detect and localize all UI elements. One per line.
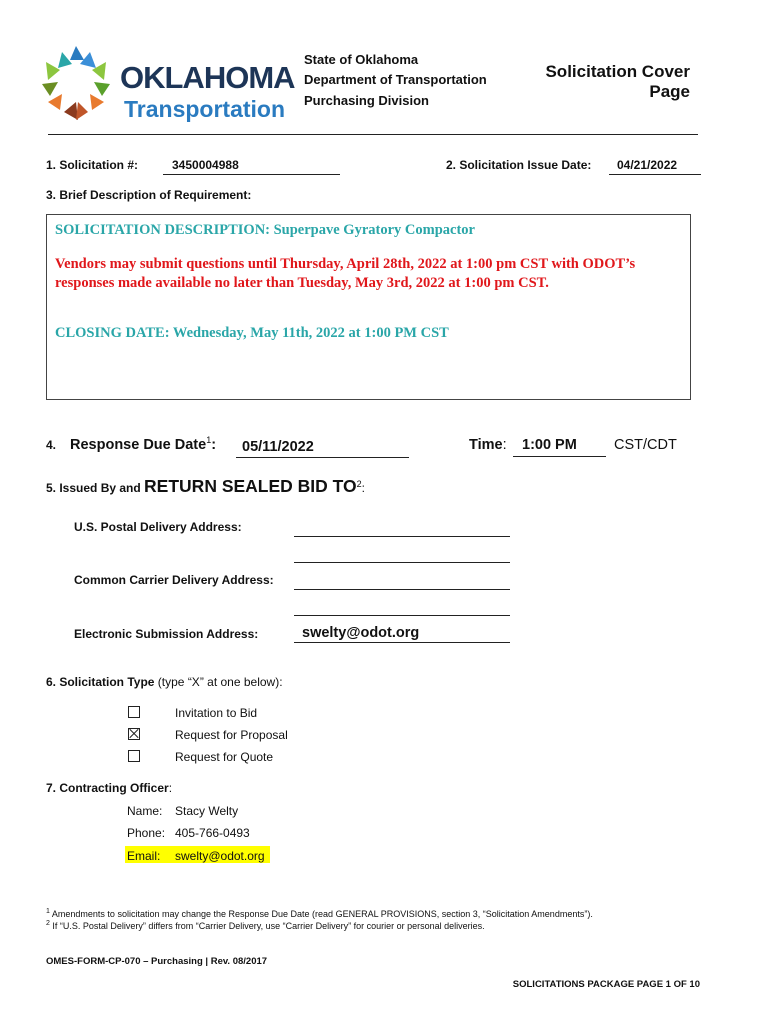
page-title-line-1: Solicitation Cover: [545, 62, 690, 81]
response-due-label: [70, 435, 216, 453]
solicitation-type-label: [46, 675, 283, 689]
postal-address-line-2[interactable]: [294, 562, 510, 563]
officer-email[interactable]: swelty@odot.org: [175, 849, 265, 863]
time-colon: :: [502, 437, 507, 453]
response-num: 4.: [46, 438, 57, 452]
officer-phone-label: Phone:: [127, 826, 166, 840]
issued-by-label: [46, 476, 365, 497]
invitation-to-bid-checkbox[interactable]: [128, 706, 140, 718]
questions-line-2: responses made available no later than Tuesday, May 3rd, 2022 at 1:00 pm CST.: [55, 275, 549, 291]
footnote-1-text: Amendments to solicitation may change the Response Due Date (read GENERAL PROVISIONS, section 3, “Solicitation Amendments”).: [49, 909, 593, 919]
invitation-to-bid-label: Invitation to Bid: [175, 706, 258, 720]
description-title: SOLICITATION DESCRIPTION: Superpave Gyratory Compactor: [55, 222, 475, 238]
time-label-text: Time: [469, 437, 503, 453]
logo-word-oklahoma: OKLAHOMA: [120, 60, 295, 95]
solicitation-number-underline: [163, 174, 340, 175]
star-mark-icon: [40, 44, 112, 122]
footnote-1: [46, 908, 593, 919]
issue-date: 04/21/2022: [617, 158, 678, 172]
issue-date-label: 2. Solicitation Issue Date:: [446, 158, 592, 172]
time-label: [469, 437, 507, 453]
contracting-officer-text: 7. Contracting Officer: [46, 781, 169, 795]
agency-line-2: Department of Transportation: [304, 72, 487, 87]
time-value: 1:00 PM: [522, 437, 577, 453]
request-for-proposal-checkbox[interactable]: [128, 728, 140, 740]
response-due-date: 05/11/2022: [242, 439, 314, 455]
contracting-officer-label: [46, 781, 172, 795]
electronic-address-label: Electronic Submission Address:: [74, 627, 259, 641]
footnote-2-text: If “U.S. Postal Delivery” differs from “Carrier Delivery, use “Carrier Delivery” for courier or personal deliveries.: [49, 921, 485, 931]
timezone: CST/CDT: [614, 437, 677, 453]
brief-description-label: 3. Brief Description of Requirement:: [46, 188, 252, 202]
closing-date: CLOSING DATE: Wednesday, May 11th, 2022 at 1:00 PM CST: [55, 325, 449, 341]
agency-line-1: State of Oklahoma: [304, 52, 419, 67]
issued-by-colon: :: [361, 481, 366, 495]
request-for-quote-checkbox[interactable]: [128, 750, 140, 762]
electronic-address-underline: [294, 642, 510, 643]
issued-by-large: RETURN SEALED BID TO: [144, 476, 357, 496]
questions-line-1: Vendors may submit questions until Thursday, April 28th, 2022 at 1:00 pm CST with ODOT’s: [55, 256, 636, 272]
footnote-2-marker: 2: [46, 920, 50, 927]
footnote-1-marker: 1: [46, 908, 50, 915]
solicitation-type-label-rest: (type “X” at one below):: [154, 675, 283, 689]
logo-word-transportation: Transportation: [124, 96, 286, 122]
response-due-colon: :: [211, 436, 217, 453]
contracting-officer-colon: :: [168, 781, 173, 795]
request-for-proposal-label: Request for Proposal: [175, 728, 288, 742]
agency-line-3: Purchasing Division: [304, 93, 429, 108]
form-id: OMES-FORM-CP-070 – Purchasing | Rev. 08/2017: [46, 956, 268, 967]
electronic-address-value: swelty@odot.org: [302, 625, 420, 641]
request-for-quote-label: Request for Quote: [175, 750, 274, 764]
postal-address-label: U.S. Postal Delivery Address:: [74, 520, 242, 534]
footnote-ref-1: 1: [206, 435, 212, 445]
solicitation-number-label: 1. Solicitation #:: [46, 158, 139, 172]
page-number: SOLICITATIONS PACKAGE PAGE 1 OF 10: [512, 979, 700, 990]
footnote-ref-2: 2: [356, 479, 362, 489]
header-divider: [48, 134, 698, 135]
carrier-address-label: Common Carrier Delivery Address:: [74, 573, 274, 587]
page-title-line-2: Page: [649, 82, 690, 101]
issue-date-underline: [609, 174, 701, 175]
officer-email-label: Email:: [127, 849, 161, 863]
officer-phone: 405-766-0493: [175, 826, 250, 840]
time-underline: [513, 456, 606, 457]
response-due-text: Response Due Date: [70, 436, 207, 453]
carrier-address-line-2[interactable]: [294, 615, 510, 616]
odot-logo: [40, 44, 295, 126]
carrier-address-line-1[interactable]: [294, 589, 510, 590]
response-due-underline: [236, 457, 409, 458]
postal-address-line-1[interactable]: [294, 536, 510, 537]
officer-name: Stacy Welty: [175, 804, 239, 818]
issued-by-small: 5. Issued By and: [46, 481, 141, 495]
solicitation-number: 3450004988: [172, 158, 239, 172]
description-box: [46, 214, 691, 400]
officer-name-label: Name:: [127, 804, 163, 818]
solicitation-type-label-bold: 6. Solicitation Type: [46, 675, 155, 689]
footnote-2: [46, 920, 485, 931]
